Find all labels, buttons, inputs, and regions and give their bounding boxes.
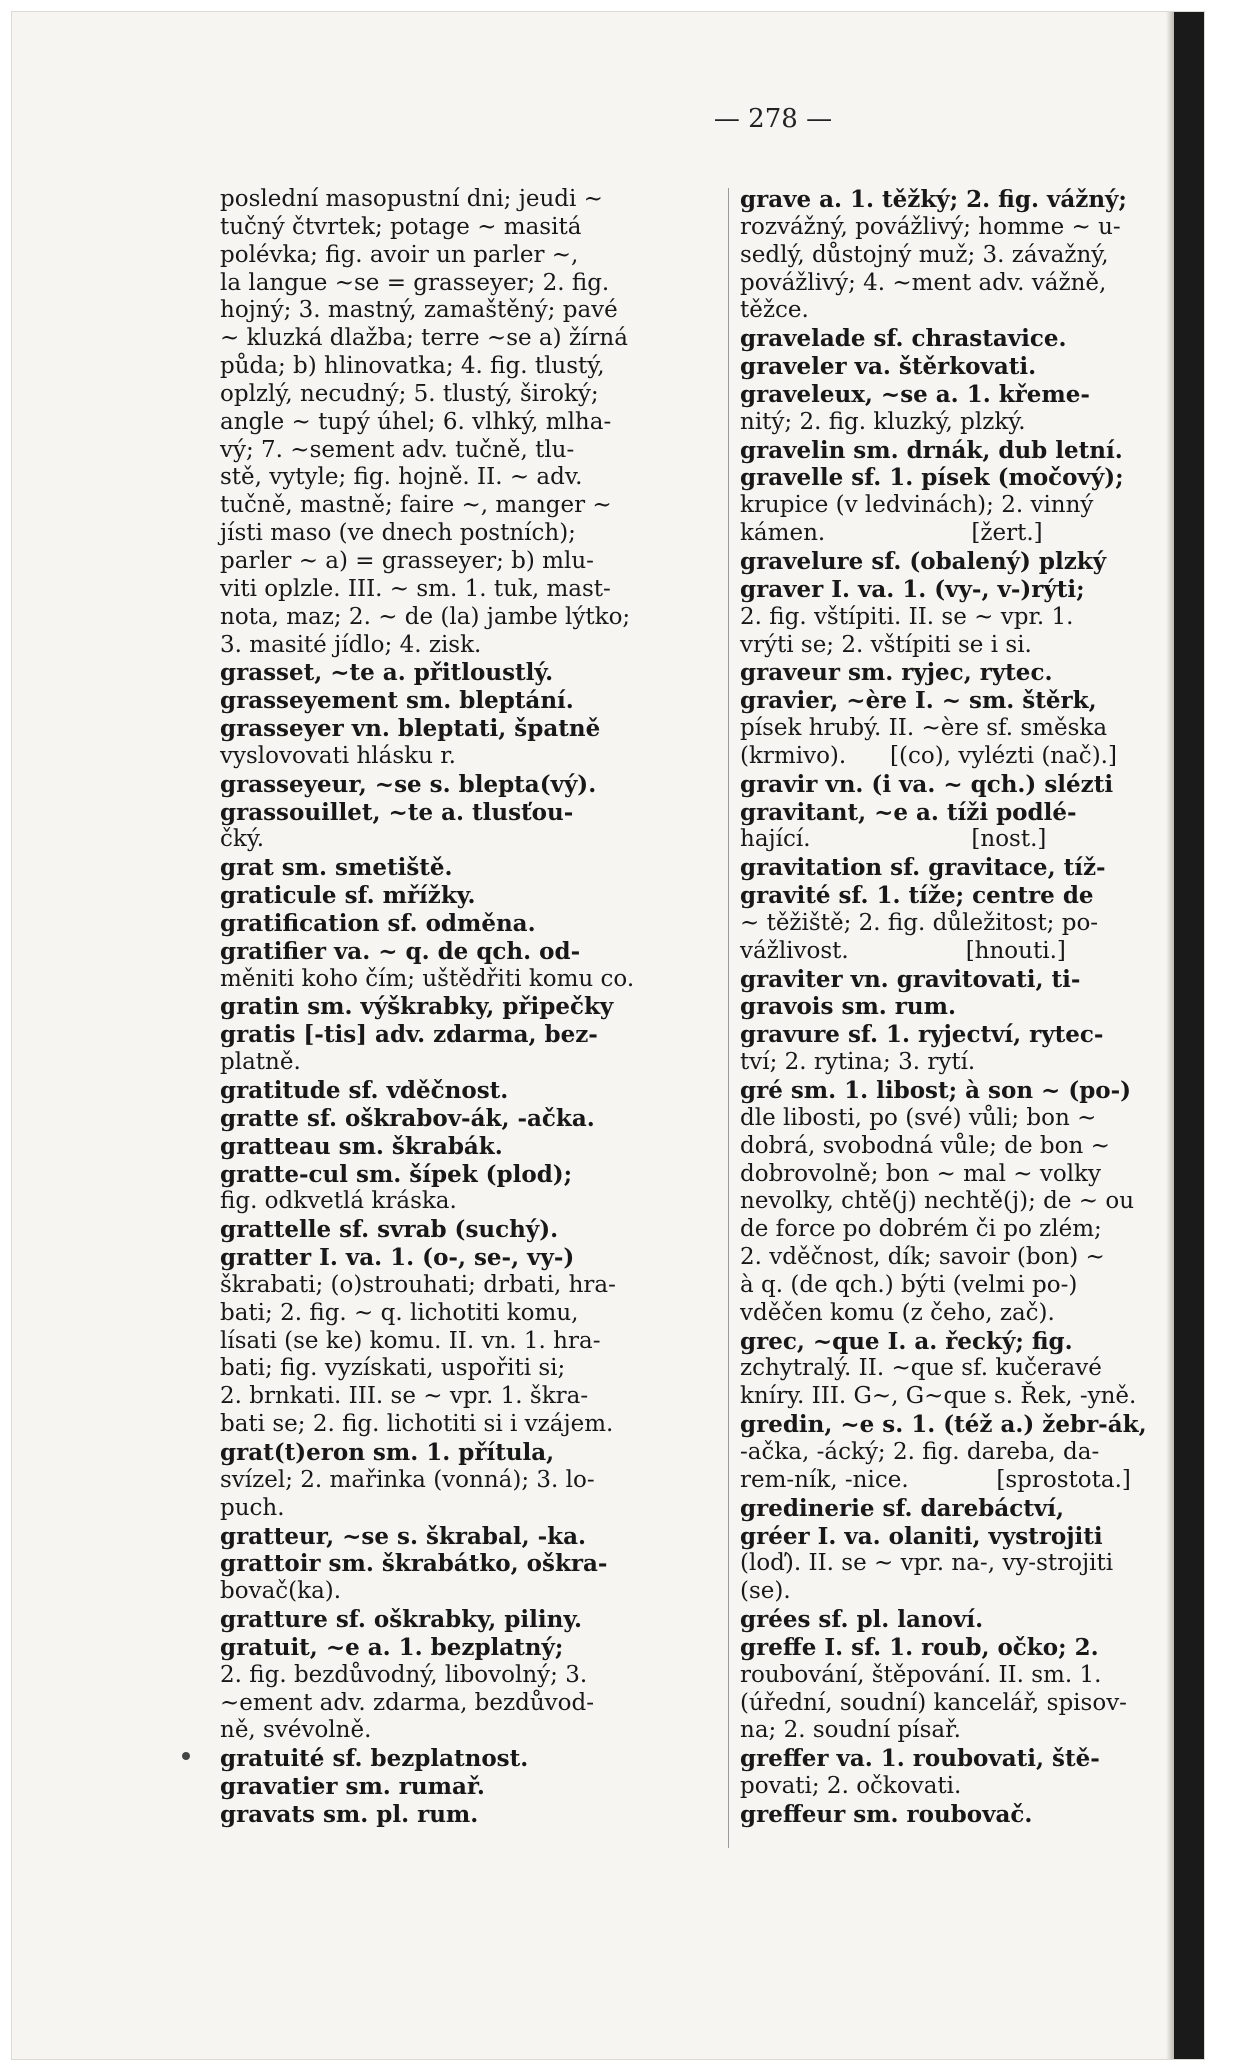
page-number: — 278 — bbox=[713, 104, 833, 134]
entry-headword-line: grat(t)eron sm. 1. přítula, bbox=[220, 1438, 555, 1466]
entry-line: půda; b) hlinovatka; 4. fig. tlustý, bbox=[220, 353, 605, 380]
entry-line: oplzlý, necudný; 5. tlustý, široký; bbox=[220, 380, 599, 407]
entry-line: stě, vytyle; fig. hojně. II. ~ adv. bbox=[220, 464, 583, 491]
entry-line: sedlý, důstojný muž; 3. závažný, bbox=[740, 241, 1109, 268]
entry-headword-line: gravois sm. rum. bbox=[740, 993, 956, 1021]
entry-line: vrýti se; 2. vštípiti se i si. bbox=[740, 631, 1032, 658]
entry-headword-line: graveur sm. ryjec, rytec. bbox=[740, 659, 1053, 687]
entry-line: (krmivo). [(co), vylézti (nač).] bbox=[740, 742, 1117, 769]
entry-line: kámen. [žert.] bbox=[740, 520, 1043, 547]
entry-line: bati; 2. fig. ~ q. lichotiti komu, bbox=[220, 1299, 579, 1326]
entry-line: (úřední, soudní) kancelář, spisov- bbox=[740, 1689, 1127, 1716]
entry-line: roubování, štěpování. II. sm. 1. bbox=[740, 1661, 1102, 1688]
entry-line: kníry. III. G~, G~que s. Řek, -yně. bbox=[740, 1383, 1137, 1410]
entry-headword-line: gravitation sf. gravitace, tíž- bbox=[740, 854, 1106, 882]
entry-headword-line: gravité sf. 1. tíže; centre de bbox=[740, 882, 1094, 910]
entry-headword-line: gravelin sm. drnák, dub letní. bbox=[740, 436, 1123, 464]
entry-headword-line: gravelure sf. (obalený) plzký bbox=[740, 547, 1107, 575]
entry-headword-line: gratture sf. oškrabky, piliny. bbox=[220, 1606, 583, 1634]
entry-headword-line: gratification sf. odměna. bbox=[220, 909, 536, 937]
entry-headword-line: gratifier va. ~ q. de qch. od- bbox=[220, 937, 581, 965]
book-spine bbox=[1174, 12, 1204, 2059]
entry-line: à q. (de qch.) býti (velmi po-) bbox=[740, 1271, 1078, 1298]
entry-headword-line: gredinerie sf. darebáctví, bbox=[740, 1494, 1064, 1522]
entry-line: zchytralý. II. ~que sf. kučeravé bbox=[740, 1355, 1102, 1382]
entry-headword-line: graticule sf. mřížky. bbox=[220, 882, 476, 910]
entry-headword-line: gratte-cul sm. šípek (plod); bbox=[220, 1160, 573, 1188]
entry-line: měniti koho čím; uštědřiti komu co. bbox=[220, 965, 635, 992]
entry-headword-line: gravats sm. pl. rum. bbox=[220, 1800, 479, 1828]
entry-line: nevolky, chtě(j) nechtě(j); de ~ ou bbox=[740, 1188, 1135, 1215]
entry-headword-line: gravir vn. (i va. ~ qch.) slézti bbox=[740, 770, 1114, 798]
entry-headword-line: gratteur, ~se s. škrabal, -ka. bbox=[220, 1522, 587, 1550]
entry-line: polévka; fig. avoir un parler ~, bbox=[220, 241, 579, 268]
entry-line: de force po dobrém či po zlém; bbox=[740, 1216, 1102, 1243]
entry-line: jísti maso (ve dnech postních); bbox=[220, 520, 576, 547]
entry-line: lísati (se ke) komu. II. vn. 1. hra- bbox=[220, 1327, 601, 1354]
entry-headword-line: graviter vn. gravitovati, ti- bbox=[740, 965, 1081, 993]
entry-line: těžce. bbox=[740, 297, 809, 324]
entry-line: ~ těžiště; 2. fig. důležitost; po- bbox=[740, 909, 1099, 936]
entry-headword-line: greffe I. sf. 1. roub, očko; 2. bbox=[740, 1633, 1099, 1661]
entry-line: vyslovovati hlásku r. bbox=[220, 742, 456, 769]
entry-line: nitý; 2. fig. kluzký, plzký. bbox=[740, 408, 1026, 435]
entry-line: škrabati; (o)strouhati; drbati, hra- bbox=[220, 1271, 616, 1298]
entry-line: rozvážný, povážlivý; homme ~ u- bbox=[740, 213, 1121, 240]
entry-line: nota, maz; 2. ~ de (la) jambe lýtko; bbox=[220, 603, 631, 630]
entry-headword-line: graveler va. štěrkovati. bbox=[740, 353, 1037, 381]
entry-line: krupice (v ledvinách); 2. vinný bbox=[740, 492, 1094, 519]
entry-line: čký. bbox=[220, 826, 265, 853]
entry-headword-line: gratis [-tis] adv. zdarma, bez- bbox=[220, 1021, 598, 1049]
entry-line: dle libosti, po (své) vůli; bon ~ bbox=[740, 1104, 1097, 1131]
margin-mark bbox=[182, 1752, 190, 1760]
entry-line: ~ement adv. zdarma, bezdůvod- bbox=[220, 1689, 595, 1716]
entry-headword-line: grattoir sm. škrabátko, oškra- bbox=[220, 1550, 608, 1578]
entry-line: dobrá, svobodná vůle; de bon ~ bbox=[740, 1132, 1110, 1159]
entry-headword-line: gravelade sf. chrastavice. bbox=[740, 325, 1067, 353]
entry-headword-line: greffeur sm. roubovač. bbox=[740, 1800, 1033, 1828]
entry-headword-line: gratteau sm. škrabák. bbox=[220, 1132, 503, 1160]
entry-line: ~ kluzká dlažba; terre ~se a) žírná bbox=[220, 325, 628, 352]
entry-line: vý; 7. ~sement adv. tučně, tlu- bbox=[220, 436, 575, 463]
entry-headword-line: gratin sm. výškrabky, připečky bbox=[220, 993, 614, 1021]
entry-headword-line: grassouillet, ~te a. tlusťou- bbox=[220, 798, 574, 826]
entry-line: la langue ~se = grasseyer; 2. fig. bbox=[220, 269, 610, 296]
entry-line: tučný čtvrtek; potage ~ masitá bbox=[220, 213, 582, 240]
entry-headword-line: gratter I. va. 1. (o-, se-, vy-) bbox=[220, 1244, 575, 1272]
entry-headword-line: grasseyement sm. bleptání. bbox=[220, 687, 574, 715]
entry-line: písek hrubý. II. ~ère sf. směska bbox=[740, 715, 1108, 742]
entry-line: puch. bbox=[220, 1494, 285, 1521]
entry-headword-line: gratuité sf. bezplatnost. bbox=[220, 1745, 529, 1773]
entry-line: hojný; 3. mastný, zamaštěný; pavé bbox=[220, 297, 618, 324]
entry-line: angle ~ tupý úhel; 6. vlhký, mlha- bbox=[220, 408, 612, 435]
right-column bbox=[740, 186, 1200, 1829]
entry-line: 3. masité jídlo; 4. zisk. bbox=[220, 631, 482, 658]
entry-line: fig. odkvetlá kráska. bbox=[220, 1188, 457, 1215]
entry-line: hající. [nost.] bbox=[740, 826, 1047, 853]
entry-headword-line: grasseyer vn. bleptati, špatně bbox=[220, 715, 601, 743]
entry-headword-line: graveleux, ~se a. 1. křeme- bbox=[740, 380, 1090, 408]
entry-line: poslední masopustní dni; jeudi ~ bbox=[220, 186, 603, 212]
entry-line: bati se; 2. fig. lichotiti si i vzájem. bbox=[220, 1411, 614, 1438]
entry-headword-line: gravier, ~ère I. ~ sm. štěrk, bbox=[740, 687, 1097, 715]
entry-line: platně. bbox=[220, 1049, 301, 1076]
entry-headword-line: gratitude sf. vděčnost. bbox=[220, 1077, 509, 1104]
entry-line: parler ~ a) = grasseyer; b) mlu- bbox=[220, 547, 594, 574]
entry-headword-line: gravure sf. 1. ryjectví, rytec- bbox=[740, 1021, 1104, 1049]
entry-line: (se). bbox=[740, 1578, 791, 1605]
entry-headword-line: gréer I. va. olaniti, vystrojiti bbox=[740, 1522, 1103, 1550]
entry-headword-line: grasset, ~te a. přitloustlý. bbox=[220, 659, 554, 687]
entry-line: 2. vděčnost, dík; savoir (bon) ~ bbox=[740, 1244, 1105, 1271]
entry-line: bati; fig. vyzískati, uspořiti si; bbox=[220, 1355, 566, 1382]
entry-line: viti oplzle. III. ~ sm. 1. tuk, mast- bbox=[220, 575, 611, 602]
entry-line: 2. fig. vštípiti. II. se ~ vpr. 1. bbox=[740, 603, 1074, 630]
entry-line: vážlivost. [hnouti.] bbox=[740, 937, 1066, 964]
entry-line: -ačka, -ácký; 2. fig. dareba, da- bbox=[740, 1438, 1100, 1465]
entry-line: ně, svévolně. bbox=[220, 1717, 372, 1744]
column-divider bbox=[728, 188, 729, 1848]
entry-line: na; 2. soudní písař. bbox=[740, 1717, 961, 1744]
entry-line: povati; 2. očkovati. bbox=[740, 1773, 962, 1800]
entry-headword-line: gravatier sm. rumař. bbox=[220, 1773, 485, 1801]
entry-line: povážlivý; 4. ~ment adv. vážně, bbox=[740, 269, 1107, 296]
entry-headword-line: gravitant, ~e a. tíži podlé- bbox=[740, 798, 1077, 826]
entry-headword-line: grec, ~que I. a. řecký; fig. bbox=[740, 1327, 1073, 1355]
entry-headword-line: grat sm. smetiště. bbox=[220, 854, 453, 882]
entry-line: vděčen komu (z čeho, zač). bbox=[740, 1299, 1055, 1326]
entry-headword-line: gratuit, ~e a. 1. bezplatný; bbox=[220, 1633, 564, 1661]
entry-line: (loď). II. se ~ vpr. na-, vy-strojiti bbox=[740, 1550, 1114, 1577]
entry-headword-line: greffer va. 1. roubovati, ště- bbox=[740, 1745, 1100, 1773]
entry-line: 2. fig. bezdůvodný, libovolný; 3. bbox=[220, 1661, 588, 1688]
entry-headword-line: grasseyeur, ~se s. blepta(vý). bbox=[220, 770, 597, 798]
entry-line: 2. brnkati. III. se ~ vpr. 1. škra- bbox=[220, 1383, 589, 1410]
entry-headword-line: gravelle sf. 1. písek (močový); bbox=[740, 464, 1124, 492]
entry-headword-line: grave a. 1. těžký; 2. fig. vážný; bbox=[740, 186, 1127, 213]
entry-headword-line: gratte sf. oškrabov-ák, -ačka. bbox=[220, 1104, 595, 1132]
entry-headword-line: gré sm. 1. libost; à son ~ (po-) bbox=[740, 1077, 1132, 1104]
entry-headword-line: graver I. va. 1. (vy-, v-)rýti; bbox=[740, 575, 1085, 603]
entry-line: rem-ník, -nice. [sprostota.] bbox=[740, 1466, 1131, 1493]
entry-line: svízel; 2. mařinka (vonná); 3. lo- bbox=[220, 1466, 595, 1493]
entry-line: tví; 2. rytina; 3. rytí. bbox=[740, 1049, 976, 1076]
entry-headword-line: gredin, ~e s. 1. (též a.) žebr-ák, bbox=[740, 1411, 1147, 1439]
entry-line: bovač(ka). bbox=[220, 1578, 342, 1605]
entry-headword-line: grées sf. pl. lanoví. bbox=[740, 1606, 984, 1634]
left-column bbox=[220, 186, 720, 1829]
page-edge-shadow bbox=[1166, 12, 1174, 2059]
entry-line: dobrovolně; bon ~ mal ~ volky bbox=[740, 1160, 1101, 1187]
entry-headword-line: grattelle sf. svrab (suchý). bbox=[220, 1216, 559, 1244]
dictionary-page bbox=[12, 12, 1204, 2059]
entry-line: tučně, mastně; faire ~, manger ~ bbox=[220, 492, 612, 519]
